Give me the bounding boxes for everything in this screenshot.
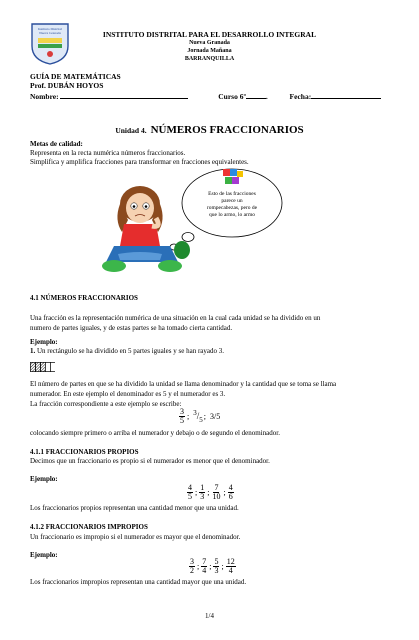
denominator: 4 (228, 566, 233, 575)
bubble-line-3: rompecabezas, pero de (206, 205, 258, 211)
slash-fraction: $^3/_5$ (193, 409, 203, 424)
denominator: 3 (200, 492, 205, 501)
example-desc: Un rectángulo se ha dividido en 5 partes iguales y se han rayado 3. (35, 347, 225, 355)
section-4-1-2-conclusion: Los fraccionarios impropios representan una cantidad mayor que una unidad. (30, 578, 247, 586)
date-label: Fecha: (289, 92, 312, 101)
explain-line-2: numerador. En este ejemplo el denominador es 5 y el numerador es 3. (30, 390, 226, 398)
explanation (30, 379, 400, 409)
para-line-2: numero de partes iguales, y de estas partes se ha tomado cierta cantidad. (30, 324, 233, 332)
page-number: 1/4 (205, 612, 214, 620)
goals-label: Metas de calidad: (30, 140, 83, 148)
course-blank (246, 91, 266, 99)
unit-name: NÚMEROS FRACCIONARIOS (150, 124, 304, 136)
fraction-notations: $\frac{3}{5}$ ; $^3/_5$ ; 3/5 (180, 407, 221, 425)
section-4-1-heading: 4.1 NÚMEROS FRACCIONARIOS (30, 294, 138, 302)
proper-fraction (187, 484, 193, 501)
logo-text: Instituto Distrital Nueva Granada (37, 27, 62, 35)
separator: ; (197, 562, 200, 571)
improper-fraction (213, 558, 219, 575)
separator: ; (221, 562, 224, 571)
guide-title: GUÍA DE MATEMÁTICAS (30, 72, 121, 81)
separator: ; (223, 488, 226, 497)
proper-fraction (211, 484, 221, 501)
section-4-1-2-example-label: Ejemplo: (30, 551, 58, 559)
explain-line-3: La fracción correspondiente a este ejemplo se escribe: (30, 400, 182, 408)
unshaded-part (45, 362, 50, 371)
numerator: 5 (214, 557, 219, 566)
section-4-1-paragraph (30, 313, 400, 333)
girl-illustration (100, 180, 195, 275)
name-field[interactable]: Nombre: Curso 6º . Fecha: (30, 91, 400, 101)
unshaded-part (50, 362, 55, 371)
denominator: 6 (228, 492, 233, 501)
puzzle-icon (222, 167, 244, 187)
denominator: 2 (190, 566, 194, 575)
numerator: 12 (226, 557, 235, 566)
bubble-line-1: Esto de las fracciones (208, 191, 256, 197)
goal-1: Representa en la recta numérica números fraccionarios. (30, 149, 186, 157)
improper-fractions (188, 558, 237, 575)
numerator: 1 (200, 483, 205, 492)
denominator: 10 (212, 492, 221, 501)
bubble-line-4: que lo armo, lo armo (209, 212, 255, 218)
improper-fraction (201, 558, 207, 575)
unit-title (0, 120, 419, 138)
rectangle-graphic (30, 362, 55, 372)
proper-fraction (228, 484, 234, 501)
section-4-1-2-heading: 4.1.2 FRACCIONARIOS IMPROPIOS (30, 523, 148, 531)
name-label: Nombre: (30, 92, 59, 101)
unit-prefix: Unidad 4. (115, 126, 147, 135)
date-blank (311, 91, 381, 99)
goal-2: Simplifica y amplifica fracciones para transformar en fracciones equivalentes. (30, 158, 249, 166)
shaded-part (35, 362, 40, 371)
example-number: 1. (30, 347, 36, 355)
explain-line-4: colocando siempre primero o arriba el numerador y debajo o de segundo el denominador. (30, 429, 280, 437)
bubble-line-2: parece un (221, 198, 243, 204)
divided-rectangle (30, 362, 55, 372)
proper-fractions (186, 484, 235, 501)
separator: ; (195, 488, 198, 497)
shaded-part (30, 362, 35, 371)
header-line-3: Jornada Mañana (187, 48, 232, 54)
section-4-1-1-conclusion: Los fraccionarios propios representan una cantidad menor que una unidad. (30, 504, 239, 512)
section-4-1-1-example-label: Ejemplo: (30, 475, 58, 483)
numerator: 4 (188, 483, 192, 492)
section-4-1-1-heading: 4.1.1 FRACCIONARIOS PROPIOS (30, 448, 139, 456)
numerator: 4 (228, 483, 233, 492)
institution-name: INSTITUTO DISTRITAL PARA EL DESARROLLO INTEGRAL (102, 30, 317, 39)
example-label: Ejemplo: (30, 338, 58, 346)
denominator: 4 (202, 566, 207, 575)
example-1-text (30, 347, 224, 355)
teacher-name: Prof. DUBÁN HOYOS (30, 81, 104, 90)
numerator: 7 (214, 483, 219, 492)
name-blank (60, 91, 188, 99)
separator: ; (207, 488, 210, 497)
section-4-1-2-text: Un fraccionario es impropio si el numerador es mayor que el denominador. (30, 533, 241, 541)
denominator: 5 (188, 492, 192, 501)
explain-line-1: El número de partes en que se ha dividido la unidad se llama denominador y la cantidad que se toma se llama (30, 380, 337, 388)
proper-fraction (199, 484, 205, 501)
header-line-4: BARRANQUILLA (184, 56, 235, 62)
shaded-part (40, 362, 45, 371)
course-label: Curso 6º (218, 92, 246, 101)
separator: ; (209, 562, 212, 571)
numerator: 3 (190, 557, 194, 566)
para-line-1: Una fracción es la representación numérica de una situación en la cual cada unidad se ha dividido en un (30, 314, 321, 322)
inline-fraction: 3/5 (209, 412, 221, 421)
denominator: 3 (214, 566, 219, 575)
section-4-1-1-text: Decimos que un fraccionario es propio si el numerador es menor que el denominador. (30, 457, 270, 465)
improper-fraction (189, 558, 195, 575)
numerator: 7 (202, 557, 207, 566)
stacked-fraction: $\frac{3}{5}$ (180, 407, 184, 425)
header-line-2: Nueva Granada (189, 40, 230, 46)
improper-fraction (226, 558, 236, 575)
